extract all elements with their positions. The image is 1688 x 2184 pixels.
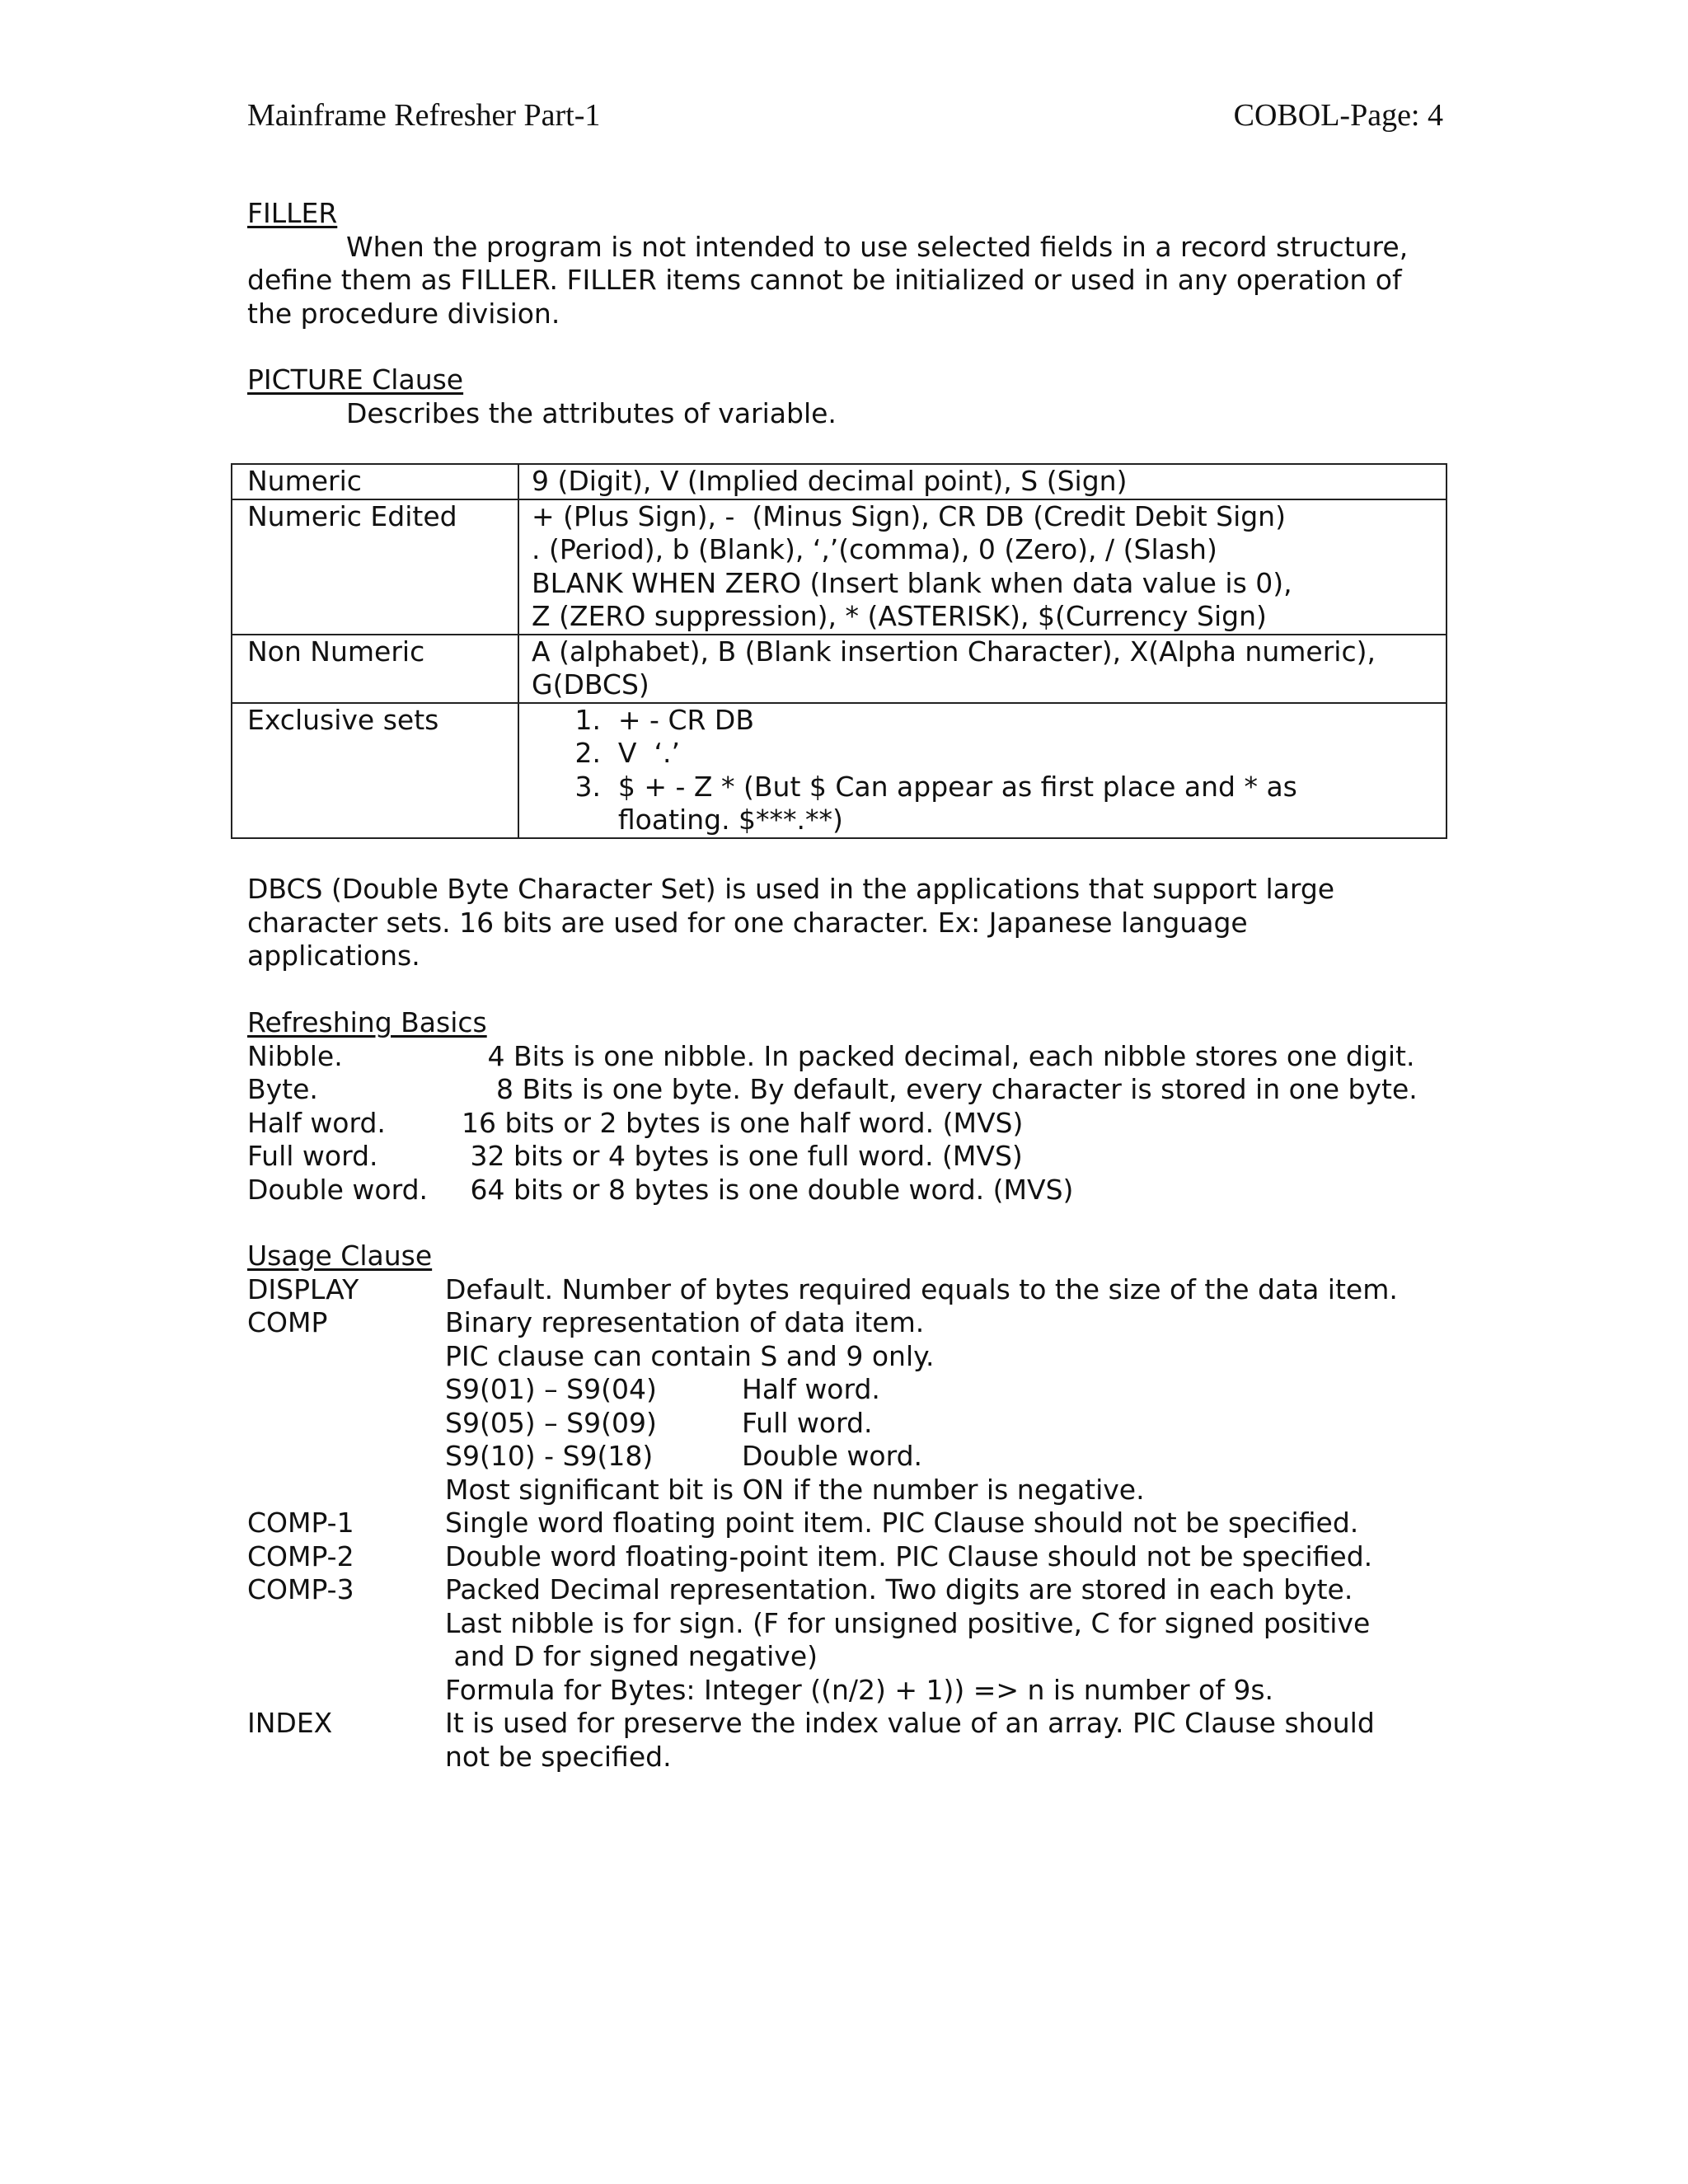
dbcs-line-1: DBCS (Double Byte Character Set) is used in the applications that support large xyxy=(247,873,1335,905)
usage-line: and D for signed negative) xyxy=(445,1640,818,1672)
list-item xyxy=(247,1040,1442,1074)
usage-heading: Usage Clause xyxy=(247,1240,433,1272)
comp-size: Half word. xyxy=(742,1373,880,1405)
header-title: Mainframe Refresher Part-1 xyxy=(247,98,601,133)
comp-range: S9(05) – S9(09) xyxy=(445,1406,657,1439)
table-cell-line: 1. + - CR DB xyxy=(532,703,754,736)
usage-line: Formula for Bytes: Integer ((n/2) + 1)) => n is number of 9s. xyxy=(445,1673,1274,1706)
usage-term: DISPLAY xyxy=(247,1272,359,1305)
basics-term: Double word. xyxy=(247,1173,429,1206)
filler-line-1: When the program is not intended to use selected fields in a record structure, xyxy=(346,230,1409,263)
list-item xyxy=(247,1174,1442,1207)
table-row xyxy=(232,499,1447,635)
list-item xyxy=(247,1140,1442,1174)
table-cell-line: floating. $***.**) xyxy=(532,804,843,836)
list-item xyxy=(247,1073,1442,1107)
usage-line: Last nibble is for sign. (F for unsigned positive, C for signed positive xyxy=(445,1606,1371,1639)
basics-definition: 4 Bits is one nibble. In packed decimal, each nibble stores one digit. xyxy=(462,1039,1415,1072)
comp-range-row xyxy=(445,1373,1145,1407)
table-row xyxy=(232,703,1447,838)
list-item xyxy=(247,1707,1484,1774)
table-cell-line: G(DBCS) xyxy=(532,668,649,701)
picture-heading: PICTURE Clause xyxy=(247,363,464,396)
comp-range: S9(01) – S9(04) xyxy=(445,1373,657,1405)
basics-section xyxy=(247,1006,1442,1207)
table-cell-value xyxy=(518,464,1447,499)
comp-range-row xyxy=(445,1407,1145,1441)
comp-range-row xyxy=(445,1440,1145,1474)
table-cell-value xyxy=(518,635,1447,703)
dbcs-line-3: applications. xyxy=(247,940,420,972)
dbcs-line-2: character sets. 16 bits are used for one character. Ex: Japanese language xyxy=(247,906,1248,939)
basics-term: Nibble. xyxy=(247,1039,343,1072)
table-cell-line: A (alphabet), B (Blank insertion Character), X(Alpha numeric), xyxy=(532,635,1376,668)
list-item xyxy=(247,1273,1484,1307)
basics-definition: 8 Bits is one byte. By default, every character is stored in one byte. xyxy=(462,1073,1418,1105)
picture-table xyxy=(231,463,1447,839)
basics-definition: 32 bits or 4 bytes is one full word. (MVS) xyxy=(462,1140,1023,1172)
dbcs-paragraph xyxy=(247,873,1442,973)
list-item xyxy=(247,1573,1484,1707)
comp-size: Full word. xyxy=(742,1406,873,1439)
picture-section xyxy=(247,363,1442,430)
header-page-number: COBOL-Page: 4 xyxy=(1233,98,1443,133)
picture-description: Describes the attributes of variable. xyxy=(346,396,837,429)
table-row xyxy=(232,464,1447,499)
usage-term: COMP xyxy=(247,1306,328,1338)
usage-line: not be specified. xyxy=(445,1740,672,1773)
basics-definition: 64 bits or 8 bytes is one double word. (MVS) xyxy=(462,1173,1074,1206)
list-item xyxy=(247,1306,1484,1507)
comp-size: Double word. xyxy=(742,1440,923,1472)
usage-definition: Double word floating-point item. PIC Clause should not be specified. xyxy=(445,1540,1373,1572)
usage-definition: Default. Number of bytes required equals to the size of the data item. xyxy=(445,1272,1398,1305)
basics-term: Full word. xyxy=(247,1140,378,1172)
usage-line: PIC clause can contain S and 9 only. xyxy=(445,1339,935,1372)
table-cell-line: 2. V ‘.’ xyxy=(532,737,680,769)
basics-term: Half word. xyxy=(247,1106,386,1139)
usage-definition xyxy=(445,1707,1375,1774)
usage-definition xyxy=(445,1573,1370,1707)
usage-line: Most significant bit is ON if the number is negative. xyxy=(445,1473,1145,1506)
table-cell-line: + (Plus Sign), - (Minus Sign), CR DB (Credit Debit Sign) xyxy=(532,499,1286,532)
filler-line-2: define them as FILLER. FILLER items cannot be initialized or used in any operation of xyxy=(247,264,1402,296)
table-cell-value xyxy=(518,499,1447,635)
table-cell-line: 3. $ + - Z * (But $ Can appear as first place and * as xyxy=(532,770,1297,803)
comp-range: S9(10) - S9(18) xyxy=(445,1440,654,1472)
usage-term: COMP-3 xyxy=(247,1573,354,1605)
table-cell-line: 9 (Digit), V (Implied decimal point), S (Sign) xyxy=(532,465,1128,497)
usage-section xyxy=(247,1240,1484,1774)
table-cell-label: Numeric Edited xyxy=(232,499,518,635)
basics-definition: 16 bits or 2 bytes is one half word. (MVS) xyxy=(462,1106,1024,1139)
table-row xyxy=(232,635,1447,703)
list-item xyxy=(247,1540,1484,1574)
list-item xyxy=(247,1507,1484,1540)
table-cell-label: Exclusive sets xyxy=(232,703,518,838)
usage-line: It is used for preserve the index value of an array. PIC Clause should xyxy=(445,1707,1375,1739)
usage-term: COMP-2 xyxy=(247,1540,354,1572)
usage-term: INDEX xyxy=(247,1707,333,1739)
table-cell-line: . (Period), b (Blank), ‘,’(comma), 0 (Zero), / (Slash) xyxy=(532,533,1217,565)
table-cell-label: Numeric xyxy=(232,464,518,499)
usage-definition: Single word floating point item. PIC Clause should not be specified. xyxy=(445,1507,1359,1539)
list-item xyxy=(247,1107,1442,1141)
table-cell-label: Non Numeric xyxy=(232,635,518,703)
filler-line-3: the procedure division. xyxy=(247,297,560,330)
basics-term: Byte. xyxy=(247,1073,318,1105)
basics-heading: Refreshing Basics xyxy=(247,1006,487,1038)
usage-line: Packed Decimal representation. Two digits are stored in each byte. xyxy=(445,1573,1353,1605)
filler-heading: FILLER xyxy=(247,197,338,229)
filler-section xyxy=(247,197,1442,330)
table-cell-line: Z (ZERO suppression), * (ASTERISK), $(Currency Sign) xyxy=(532,600,1267,632)
usage-definition xyxy=(445,1306,1145,1507)
table-cell-value xyxy=(518,703,1447,838)
usage-term: COMP-1 xyxy=(247,1507,354,1539)
table-cell-line: BLANK WHEN ZERO (Insert blank when data value is 0), xyxy=(532,566,1292,599)
usage-line: Binary representation of data item. xyxy=(445,1306,925,1338)
